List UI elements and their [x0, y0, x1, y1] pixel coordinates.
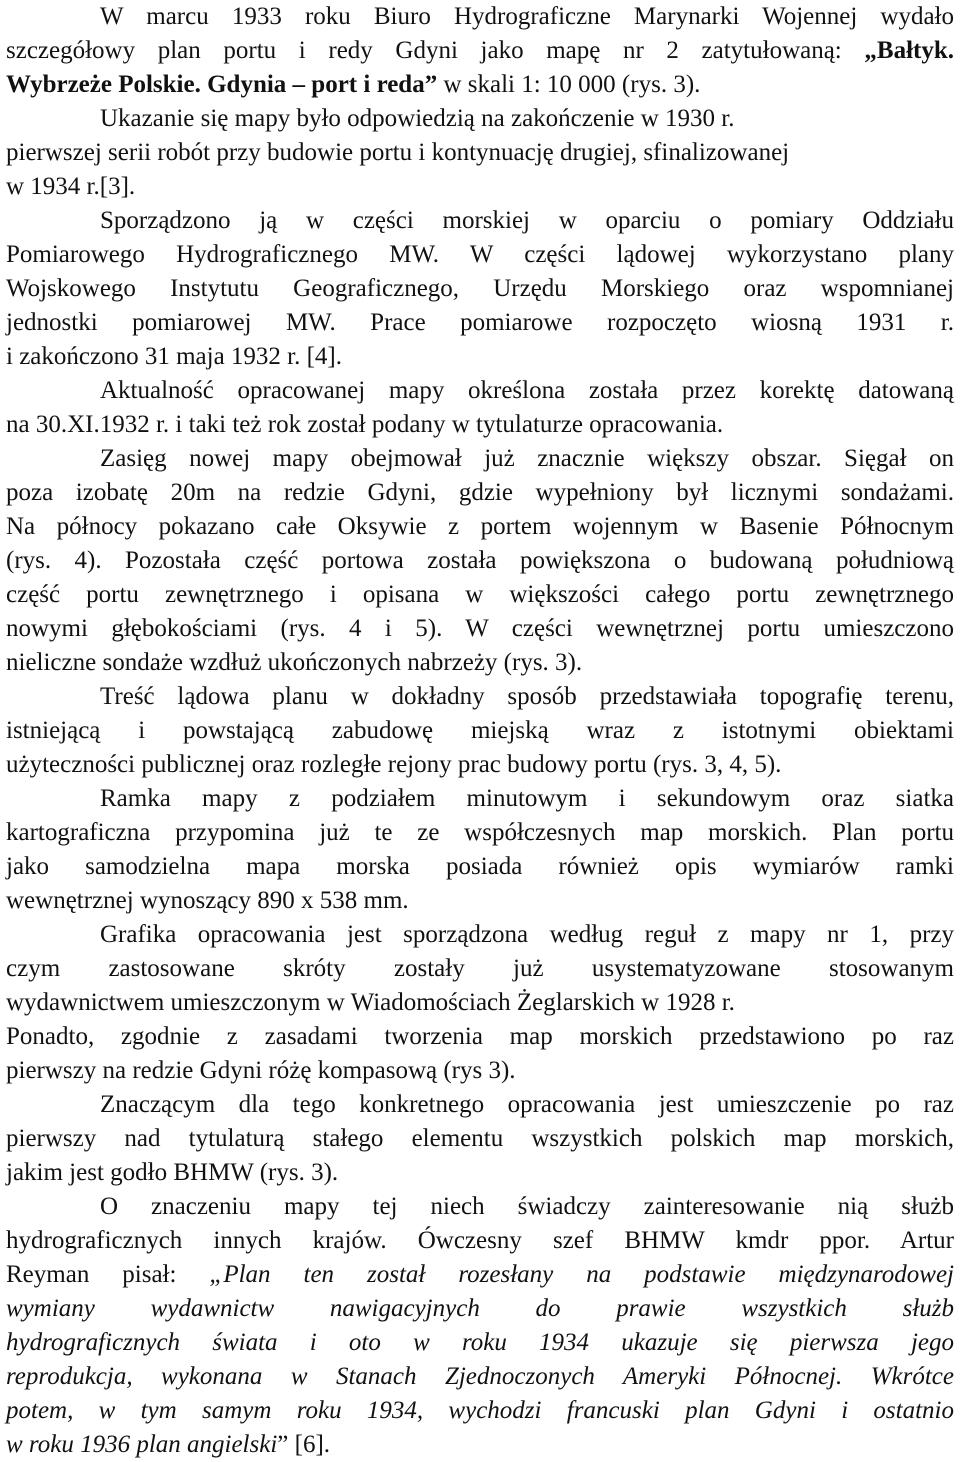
text-segment: część portu zewnętrznego i opisana w większości całego portu zewnętrznego	[6, 581, 954, 608]
text-segment: Treść lądowa planu w dokładny sposób przedstawiała topografię terenu,	[100, 683, 954, 710]
text-segment: użyteczności publicznej oraz rozległe rejony prac budowy portu (rys. 3, 4, 5).	[6, 751, 782, 778]
text-line	[6, 1326, 954, 1360]
paragraph	[6, 1190, 954, 1462]
text-line	[6, 714, 954, 748]
text-line	[6, 782, 954, 816]
text-line	[6, 238, 954, 272]
text-segment: Zasięg nowej mapy obejmował już znacznie większy obszar. Sięgał on	[100, 445, 954, 472]
text-line	[6, 68, 954, 102]
paragraph	[6, 1088, 954, 1190]
text-segment: W marcu 1933 roku Biuro Hydrograficzne Marynarki Wojennej wydało	[100, 3, 954, 30]
italic-quote: w roku 1936 plan angielski	[6, 1431, 278, 1458]
text-segment: Ukazanie się mapy było odpowiedzią na zakończenie w 1930 r.	[100, 105, 735, 132]
text-line	[6, 272, 954, 306]
paragraph	[6, 374, 954, 442]
text-line	[6, 306, 954, 340]
text-segment: szczegółowy plan portu i redy Gdyni jako mapę nr 2 zatytułowaną:	[6, 37, 865, 64]
text-segment: czym zastosowane skróty zostały już usystematyzowane stosowanym	[6, 955, 954, 982]
italic-quote: wymiany wydawnictw nawigacyjnych do prawie wszystkich służb	[6, 1295, 954, 1322]
text-line	[6, 408, 954, 442]
text-line	[6, 170, 954, 204]
text-line	[6, 884, 954, 918]
text-segment: Reyman pisał:	[6, 1261, 210, 1288]
text-line	[6, 1020, 954, 1054]
text-line	[6, 850, 954, 884]
text-line	[6, 952, 954, 986]
text-segment: Aktualność opracowanej mapy określona została przez korektę datowaną	[100, 377, 954, 404]
text-segment: hydrograficznych innych krajów. Ówczesny szef BHMW kmdr ppor. Artur	[6, 1227, 954, 1254]
text-line	[6, 612, 954, 646]
text-segment: Ponadto, zgodnie z zasadami tworzenia map morskich przedstawiono po raz	[6, 1023, 954, 1050]
text-line	[6, 816, 954, 850]
italic-quote: potem, w tym samym roku 1934, wychodzi francuski plan Gdyni i ostatnio	[6, 1397, 954, 1424]
text-segment: w 1934 r.[3].	[6, 173, 136, 200]
text-segment: i zakończono 31 maja 1932 r. [4].	[6, 343, 343, 370]
text-line	[6, 374, 954, 408]
text-segment: O znaczeniu mapy tej niech świadczy zainteresowanie nią służb	[100, 1193, 954, 1220]
text-segment: pierwszej serii robót przy budowie portu i kontynuację drugiej, sfinalizowanej	[6, 139, 790, 166]
paragraph	[6, 102, 954, 204]
text-line	[6, 680, 954, 714]
text-segment: Pomiarowego Hydrograficznego MW. W części lądowej wykorzystano plany	[6, 241, 954, 268]
text-line	[6, 1156, 954, 1190]
bold-text: „Bałtyk.	[864, 37, 954, 64]
text-line	[6, 918, 954, 952]
text-segment: wydawnictwem umieszczonym w Wiadomościach Żeglarskich w 1928 r.	[6, 989, 735, 1016]
paragraph	[6, 442, 954, 680]
text-segment: Znaczącym dla tego konkretnego opracowania jest umieszczenie po raz	[100, 1091, 954, 1118]
text-line	[6, 1394, 954, 1428]
text-line	[6, 136, 954, 170]
text-line	[6, 442, 954, 476]
text-segment: Wojskowego Instytutu Geograficznego, Urzędu Morskiego oraz wspomnianej	[6, 275, 954, 302]
text-segment: (rys. 4). Pozostała część portowa została powiększona o budowaną południową	[6, 547, 954, 574]
text-line	[6, 986, 954, 1020]
text-segment: kartograficzna przypomina już te ze współczesnych map morskich. Plan portu	[6, 819, 954, 846]
text-segment: pierwszy nad tytulaturą stałego elementu wszystkich polskich map morskich,	[6, 1125, 954, 1152]
paragraph	[6, 918, 954, 1088]
italic-quote: „Plan ten został rozesłany na podstawie międzynarodowej	[209, 1261, 954, 1288]
text-line	[6, 1054, 954, 1088]
text-segment: jakim jest godło BHMW (rys. 3).	[6, 1159, 339, 1186]
document-page	[6, 0, 954, 1462]
text-line	[6, 0, 954, 34]
text-segment: nowymi głębokościami (rys. 4 i 5). W części wewnętrznej portu umieszczono	[6, 615, 954, 642]
text-line	[6, 204, 954, 238]
text-segment: Na północy pokazano całe Oksywie z portem wojennym w Basenie Północnym	[6, 513, 954, 540]
text-line	[6, 340, 954, 374]
text-segment: istniejącą i powstającą zabudowę miejską wraz z istotnymi obiektami	[6, 717, 954, 744]
text-line	[6, 1224, 954, 1258]
paragraph	[6, 0, 954, 102]
text-line	[6, 1258, 954, 1292]
paragraph	[6, 680, 954, 782]
paragraph	[6, 782, 954, 918]
text-line	[6, 646, 954, 680]
text-line	[6, 578, 954, 612]
text-segment: Grafika opracowania jest sporządzona według reguł z mapy nr 1, przy	[100, 921, 954, 948]
text-segment: jednostki pomiarowej MW. Prace pomiarowe rozpoczęto wiosną 1931 r.	[6, 309, 954, 336]
text-line	[6, 1122, 954, 1156]
italic-quote: hydrograficznych świata i oto w roku 1934 ukazuje się pierwsza jego	[6, 1329, 954, 1356]
text-segment: jako samodzielna mapa morska posiada również opis wymiarów ramki	[6, 853, 954, 880]
text-line	[6, 1360, 954, 1394]
text-line	[6, 510, 954, 544]
text-segment: pierwszy na redzie Gdyni różę kompasową (rys 3).	[6, 1057, 516, 1084]
text-segment: Ramka mapy z podziałem minutowym i sekundowym oraz siatka	[100, 785, 954, 812]
text-line	[6, 102, 954, 136]
text-segment: na 30.XI.1932 r. i taki też rok został podany w tytulaturze opracowania.	[6, 411, 724, 438]
text-segment: nieliczne sondaże wzdłuż ukończonych nabrzeży (rys. 3).	[6, 649, 583, 676]
italic-quote: reprodukcja, wykonana w Stanach Zjednoczonych Ameryki Północnej. Wkrótce	[6, 1363, 954, 1390]
text-line	[6, 476, 954, 510]
text-line	[6, 34, 954, 68]
body-text	[6, 0, 954, 1462]
text-segment: Sporządzono ją w części morskiej w oparciu o pomiary Oddziału	[100, 207, 954, 234]
text-line	[6, 1190, 954, 1224]
text-segment: ” [6].	[277, 1431, 331, 1458]
text-segment: wewnętrznej wynoszący 890 x 538 mm.	[6, 887, 409, 914]
paragraph	[6, 204, 954, 374]
text-line	[6, 1292, 954, 1326]
text-segment: poza izobatę 20m na redzie Gdyni, gdzie wypełniony był licznymi sondażami.	[6, 479, 954, 506]
text-line	[6, 544, 954, 578]
text-line	[6, 1428, 954, 1462]
text-line	[6, 1088, 954, 1122]
text-line	[6, 748, 954, 782]
text-segment: w skali 1: 10 000 (rys. 3).	[437, 71, 701, 98]
bold-text: Wybrzeże Polskie. Gdynia – port i reda”	[6, 71, 438, 98]
